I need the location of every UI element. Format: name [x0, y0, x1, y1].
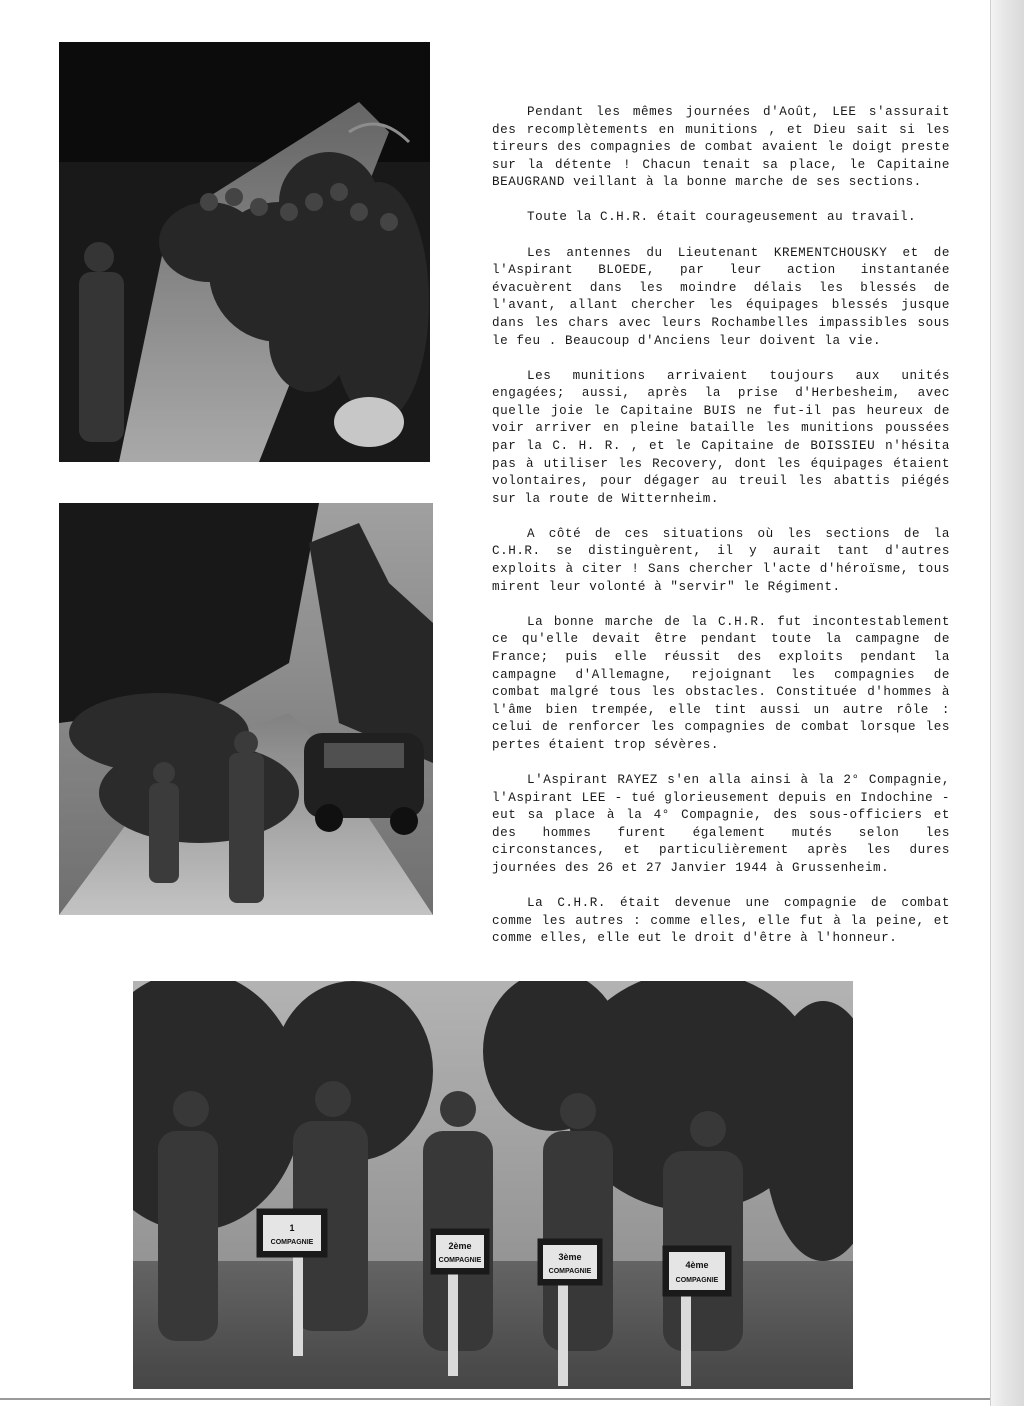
sign-2-word: COMPAGNIE	[438, 1257, 482, 1264]
paragraph-2: Toute la C.H.R. était courageusement au travail.	[527, 210, 917, 225]
sign-3-number: 3ème	[558, 1252, 582, 1262]
photo-soldiers-marching-road	[59, 42, 430, 462]
paragraph-1: Pendant les mêmes journées d'Août, LEE s'assurait des recomplètements en munitions , et Dieu sait si les tireurs des compagnies de combat avaient le doigt preste sur la détente ! Chacun tenait sa place, le Capitaine BEAUGRAND veillant à la bonne marche de ses sections.	[492, 105, 950, 190]
photo-company-leaders-image	[133, 981, 853, 1389]
photo-soldiers-marching-road-image	[59, 42, 430, 462]
paragraph-7: L'Aspirant RAYEZ s'en alla ainsi à la 2° Compagnie, l'Aspirant LEE - tué glorieusement depuis en Indochine - eut sa place à la 4° Compagnie, des sous-officiers et des hommes furent également mutés selon les circonstances, et particulièrement après les dures journées des 26 et 27 Janvier 1944 à Grussenheim.	[492, 773, 950, 875]
sign-4-word: COMPAGNIE	[675, 1277, 719, 1284]
photo-column-with-car-image	[59, 503, 433, 915]
paragraph-5: A côté de ces situations où les sections de la C.H.R. se distinguèrent, il y aurait tant d'autres exploits à citer ! Sans chercher l'acte d'héroïsme, tous mirent leur volonté à "servir" le Régiment.	[492, 526, 950, 594]
article-text-column	[492, 104, 950, 965]
page-edge-strip	[990, 0, 1024, 1406]
paragraph-3: Les antennes du Lieutenant KREMENTCHOUSKY et de l'Aspirant BLOEDE, par leur action instantanée évacuèrent dans les moindre délais les blessés de l'avant, allant chercher les équipages blessés jusque dans les chars avec leurs Rochambelles impassibles sous le feu . Beaucoup d'Anciens leur doivent la vie.	[492, 245, 950, 348]
sign-3-word: COMPAGNIE	[548, 1268, 592, 1275]
sign-2-number: 2ème	[448, 1241, 472, 1251]
paragraph-6: La bonne marche de la C.H.R. fut incontestablement ce qu'elle devait être pendant toute la campagne de France; puis elle réussit des exploits pendant la campagne d'Allemagne, rejoignant les compagnies de combat malgré tous les obstacles. Constituée d'hommes à l'âme bien trempée, elle tint aussi un autre rôle : celui de renforcer les compagnies de combat lorsque les pertes étaient trop sévères.	[492, 614, 950, 752]
photo-company-leaders-with-signs	[133, 981, 853, 1389]
paragraph-8: La C.H.R. était devenue une compagnie de combat comme les autres : comme elles, elle fut à la peine, et comme elles, elle eut le droit d'être à l'honneur.	[492, 896, 950, 946]
paragraph-4: Les munitions arrivaient toujours aux unités engagées; aussi, après la prise d'Herbesheim, avec quelle joie le Capitaine BUIS ne fut-il pas heureux de voir arriver en pleine bataille les munitions poussées par la C. H. R. , et le Capitaine de BOISSIEU n'hésita pas à utiliser les Recovery, dont les équipages étaient volontaires, pour dégager au treuil les abattis piégés sur la route de Witternheim.	[492, 368, 950, 506]
sign-1-word: COMPAGNIE	[270, 1239, 314, 1246]
sign-4-number: 4ème	[685, 1260, 709, 1270]
photo-column-with-car	[59, 503, 433, 915]
sign-1-number: 1	[289, 1223, 295, 1233]
page-bottom-rule	[0, 1398, 990, 1400]
